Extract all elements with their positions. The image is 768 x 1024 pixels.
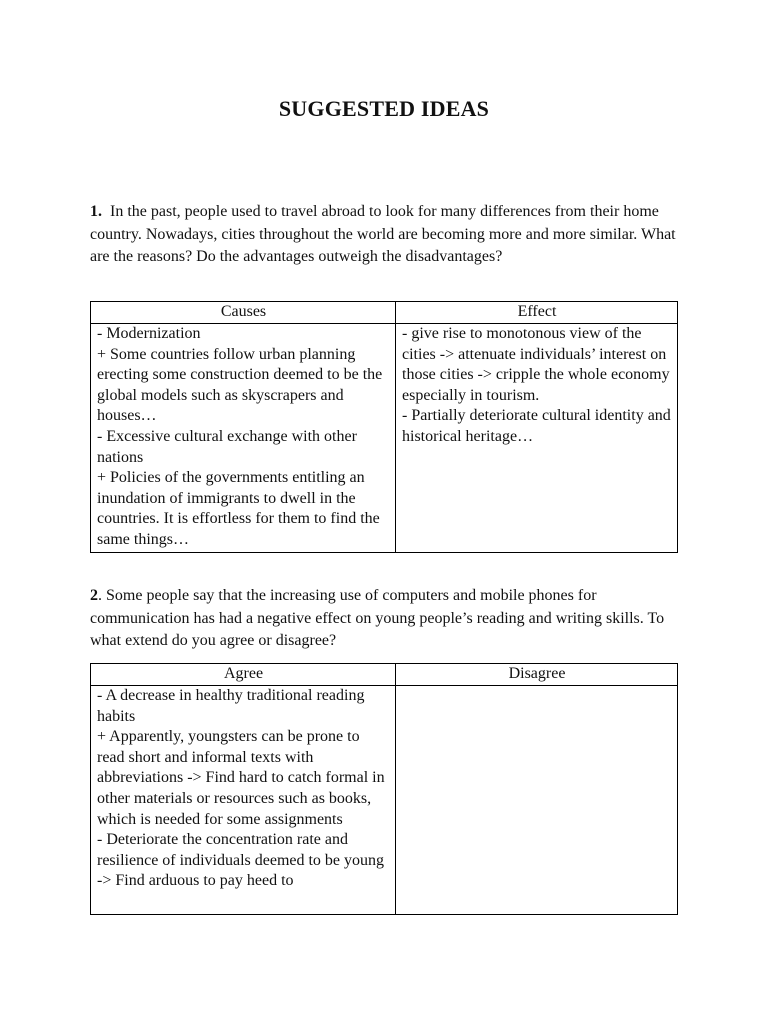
page-title: SUGGESTED IDEAS (278, 96, 490, 121)
question-2-prompt: . Some people say that the increasing use of computers and mobile phones for communication has had a negative effect on young people’s reading and writing skills. To what extend do you agree or disagree? (90, 587, 665, 649)
ideas-table-2 (90, 663, 678, 915)
ideas-table-1 (90, 301, 678, 553)
question-1 (90, 201, 682, 269)
column-header-agree: Agree (91, 664, 396, 686)
agree-cell (91, 686, 396, 915)
agree-point: - Deteriorate the concentration rate and resilience of individuals deemed to be young -> Find arduous to pay heed to (97, 831, 385, 890)
effect-point: - give rise to monotonous view of the cities -> attenuate individuals’ interest on those cities -> cripple the whole economy especially in tourism. (402, 325, 670, 404)
column-header-effect: Effect (396, 302, 678, 324)
effect-point: - Partially deteriorate cultural identity and historical heritage… (402, 407, 671, 445)
table-header-row (91, 302, 678, 324)
effect-cell (396, 324, 678, 553)
question-1-number: 1. (90, 203, 102, 220)
agree-point: + Apparently, youngsters can be prone to read short and informal texts with abbreviations -> Find hard to catch formal in other materials or resources such as books, which is needed for some assignments (97, 728, 385, 828)
column-header-disagree: Disagree (396, 664, 678, 686)
disagree-cell (396, 686, 678, 915)
question-2-number: 2 (90, 587, 98, 604)
causes-point: - Modernization (97, 325, 201, 342)
table-row (91, 324, 678, 553)
table-header-row (91, 664, 678, 686)
column-header-causes: Causes (91, 302, 396, 324)
question-2 (90, 585, 682, 653)
agree-point: - A decrease in healthy traditional reading habits (97, 687, 365, 725)
question-1-prompt: In the past, people used to travel abroad to look for many differences from their home country. Nowadays, cities throughout the world are becoming more and more similar. What are the reasons? Do the advantages outweigh the disadvantages? (90, 203, 676, 265)
causes-point: + Policies of the governments entitling an inundation of immigrants to dwell in the countries. It is effortless for them to find the same things… (97, 469, 380, 548)
table-row (91, 686, 678, 915)
causes-cell (91, 324, 396, 553)
causes-point: + Some countries follow urban planning erecting some construction deemed to be the global models such as skyscrapers and houses… (97, 345, 383, 425)
causes-point: - Excessive cultural exchange with other nations (97, 427, 357, 466)
